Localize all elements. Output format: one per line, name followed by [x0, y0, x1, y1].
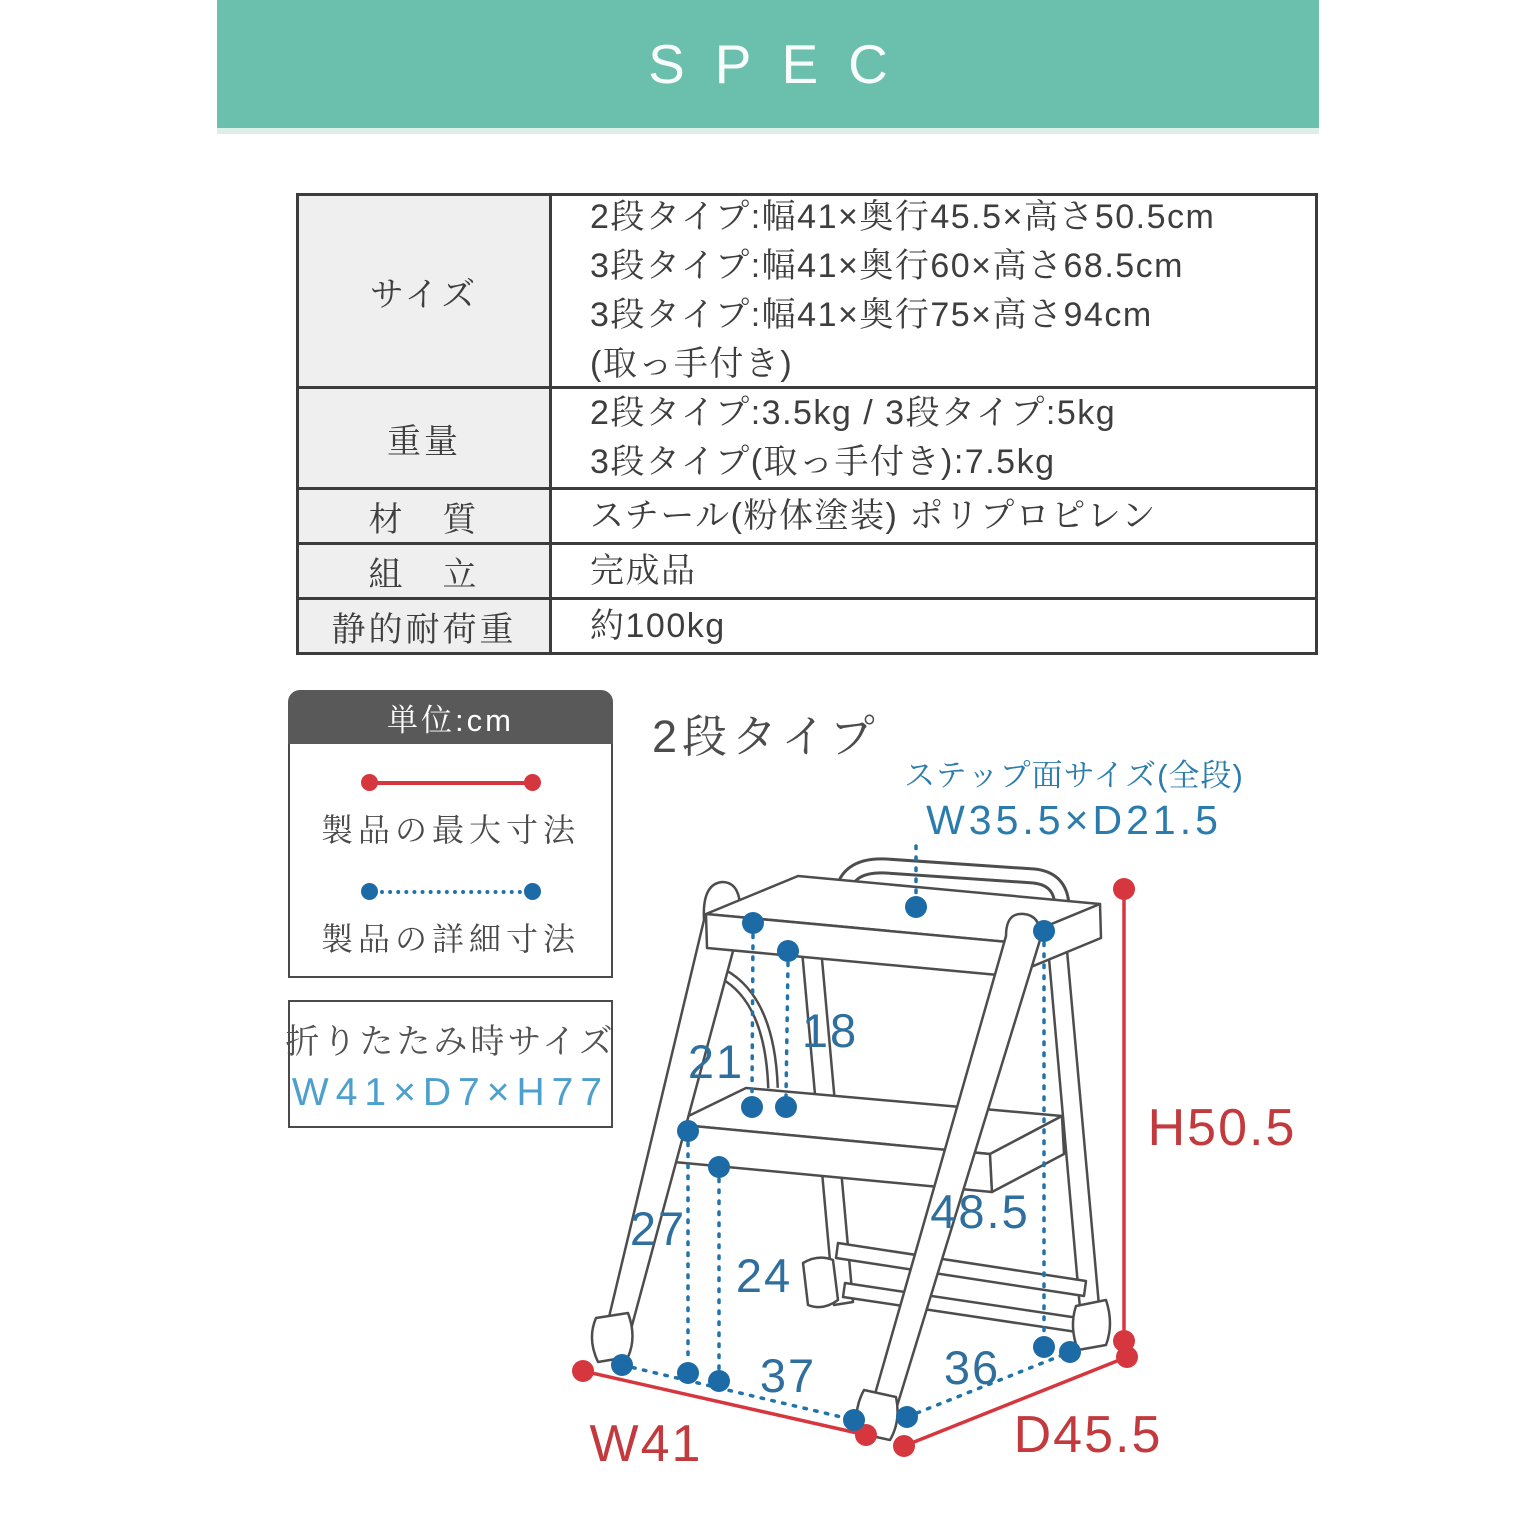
- spec-value-line: 約100kg: [590, 606, 726, 645]
- step-surface-size: W35.5×D21.5: [926, 797, 1222, 843]
- dim-label-overall-height: H50.5: [1147, 1099, 1297, 1157]
- spec-value-line: 完成品: [590, 551, 697, 590]
- stool-line-art: [592, 866, 1110, 1440]
- blue-dot-icon: [361, 883, 378, 900]
- blue-dotted-line-icon: [380, 890, 522, 894]
- row-label: 静的耐荷重: [299, 600, 552, 652]
- dim-label-27: 27: [629, 1202, 687, 1255]
- step-surface-label: ステップ面サイズ(全段): [904, 758, 1244, 793]
- max-dimension-caption: 製品の最大寸法: [320, 812, 580, 848]
- dim-label-overall-depth: D45.5: [1013, 1406, 1163, 1464]
- max-dimension-line-sample: [361, 774, 541, 791]
- table-row-assembly: [299, 542, 1315, 597]
- row-label: 重量: [299, 389, 552, 487]
- step-stool-diagram: [555, 830, 1345, 1505]
- table-row-weight: [299, 386, 1315, 487]
- blue-dot-icon: [524, 883, 541, 900]
- row-value: [552, 490, 1315, 542]
- table-row-material: [299, 487, 1315, 542]
- row-value: [552, 389, 1315, 487]
- row-label: 組 立: [299, 545, 552, 597]
- red-dot-icon: [524, 774, 541, 791]
- dim-label-48-5: 48.5: [930, 1185, 1030, 1238]
- detail-dimension-caption: 製品の詳細寸法: [320, 921, 580, 957]
- diagram-title: 2段タイプ: [652, 711, 880, 762]
- page-title: SPEC: [648, 33, 918, 95]
- unit-label: 単位:cm: [288, 690, 613, 744]
- spec-value-line: 3段タイプ:幅41×奥行60×高さ68.5cm: [590, 247, 1184, 285]
- dim-label-37: 37: [759, 1349, 817, 1402]
- row-value: [552, 545, 1315, 597]
- spec-value-line: スチール(粉体塗装) ポリプロピレン: [590, 496, 1157, 535]
- folded-size-title: 折りたたみ時サイズ: [285, 1022, 616, 1061]
- table-row-load: [299, 597, 1315, 652]
- spec-value-line: 3段タイプ(取っ手付き):7.5kg: [590, 443, 1056, 481]
- spec-value-line: (取っ手付き): [590, 345, 794, 383]
- spec-table: [296, 193, 1318, 655]
- table-row-size: [299, 196, 1315, 386]
- spec-value-line: 2段タイプ:幅41×奥行45.5×高さ50.5cm: [590, 198, 1216, 236]
- row-value: [552, 196, 1315, 386]
- row-label: 材 質: [299, 490, 552, 542]
- dim-label-18: 18: [801, 1004, 859, 1057]
- spec-value-line: 3段タイプ:幅41×奥行75×高さ94cm: [590, 296, 1153, 334]
- folded-size-value: W41×D7×H77: [291, 1070, 610, 1114]
- spec-header-band: [217, 0, 1319, 134]
- red-solid-line-icon: [376, 781, 526, 785]
- detail-dimension-line-sample: [361, 883, 541, 900]
- dim-label-21: 21: [687, 1035, 745, 1088]
- row-value: [552, 600, 1315, 652]
- dim-label-24: 24: [735, 1249, 793, 1302]
- dim-label-overall-width: W41: [589, 1415, 703, 1473]
- dim-label-36: 36: [943, 1341, 1001, 1394]
- spec-value-line: 2段タイプ:3.5kg / 3段タイプ:5kg: [590, 394, 1117, 432]
- row-label: サイズ: [299, 196, 552, 386]
